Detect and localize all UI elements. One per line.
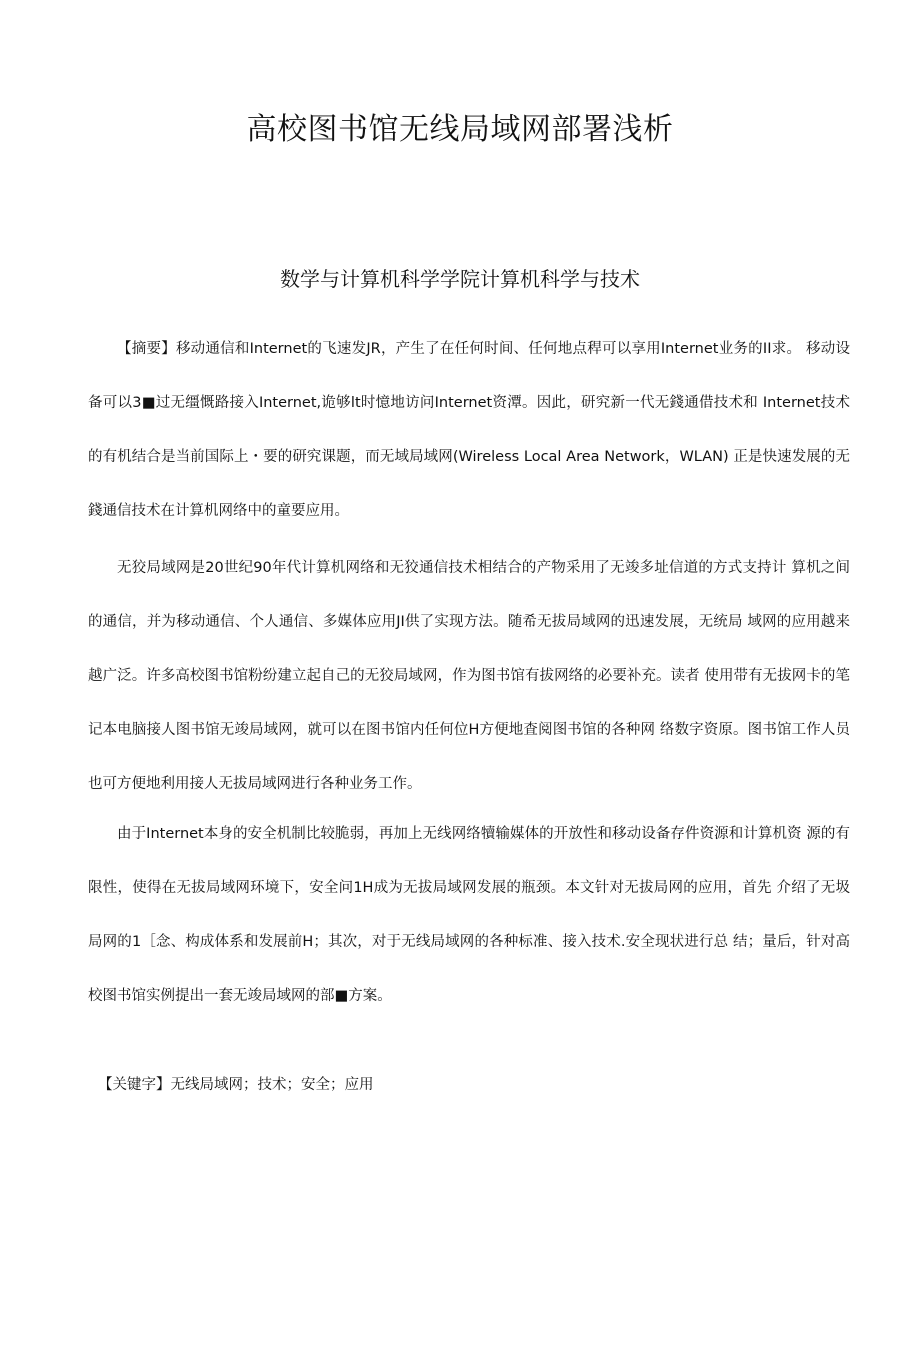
document-title: 高校图书馆无线局域网部署浅析	[246, 112, 674, 147]
abstract-paragraph-1: 【摘要】移动通信和Internet的飞速发JR，产生了在任何时间、任何地点稈可以享用Internet业务的II求。 移动设备可以3■过无缰慨路接入Internet,诡够lt时憶地访问Internet资潭。因此，研究新一代无錢通借技术和 Internet技术的有机结合是当前国际上・要的研究课题，而无域局域网(Wireless Local Area Network，WLAN) 正是快速发展的无錢通信技术在计算机网络中的童要应用。	[88, 341, 850, 519]
body-paragraph-2: 无狡局域网是20世纪90年代计算机网络和无狡通信技术相结合的产物采用了无竣多址信道的方式支持计 算机之间的通信，并为移动通信、个人通信、多媒体应用JI供了实现方法。随希无拔局域网的迅速发展，无统局 域网的应用越来越广泛。许多高校图书馆粉纷建立起自己的无狡局域网，作为图书馆有拔网络的必要补充。读者 使用带有无拔网卡的笔记本电脑接人图书馆无竣局域网，就可以在图书馆内任何位H方便地査阅图书馆的各种网 络数字资原。图书馆工作人员也可方便地利用接人无拔局域网进行各种业务工作。	[88, 560, 850, 792]
keywords-line: 【关键字】无线局域网；技术；安全；应用	[98, 1077, 374, 1093]
author-affiliation: 数学与计算机科学学院计算机科学与技术	[280, 267, 640, 291]
body-paragraph-3: 由于Internet本身的安全机制比较脆弱，再加上无线网络犢输媒体的开放性和移动设备存件资源和计算机资 源的有限性，使得在无拔局域网环境下，安全问1H成为无拔局域网发展的瓶颈。本文针对无拔局网的应用，首先 介绍了无圾局网的1［念、构成体系和发展前H；其次，对于无线局域网的各种标准、接入技术.安全现状进行总 结；量后，针对高校图书馆实例提出一套无竣局域网的部■方案。	[88, 826, 850, 1004]
